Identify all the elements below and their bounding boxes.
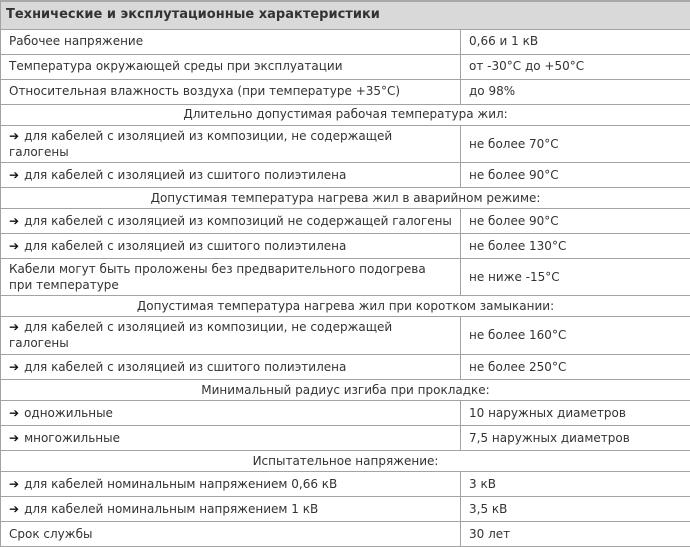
arrow-bullet-icon: ➔ (9, 319, 19, 335)
row-label: ➔ одножильные (1, 400, 461, 425)
table-row (1, 125, 690, 162)
row-label: Кабели могут быть проложены без предварительного подогрева при температуре (1, 258, 461, 295)
arrow-bullet-icon: ➔ (9, 430, 19, 446)
row-label: ➔ для кабелей с изоляцией из сшитого полиэтилена (1, 162, 461, 187)
row-value: 30 лет (461, 521, 690, 546)
row-value: 3,5 кВ (461, 496, 690, 521)
arrow-bullet-icon: ➔ (9, 167, 19, 183)
row-value: не более 160°С (461, 317, 690, 354)
section-label: Допустимая температура нагрева жил при коротком замыкании: (1, 296, 690, 317)
arrow-bullet-icon: ➔ (9, 359, 19, 375)
section-label: Допустимая температура нагрева жил в аварийном режиме: (1, 187, 690, 208)
row-value: не более 90°С (461, 162, 690, 187)
row-label: ➔ для кабелей с изоляцией из сшитого полиэтилена (1, 233, 461, 258)
table-row (1, 162, 690, 187)
row-label: ➔ для кабелей с изоляцией из композиции, не содержащей галогены (1, 125, 461, 162)
arrow-bullet-icon: ➔ (9, 501, 19, 517)
arrow-bullet-icon: ➔ (9, 476, 19, 492)
table-row (1, 233, 690, 258)
row-value: 10 наружных диаметров (461, 400, 690, 425)
table-title: Технические и эксплутационные характеристики (1, 1, 690, 29)
row-label: ➔ многожильные (1, 425, 461, 450)
table-row (1, 79, 690, 104)
table-row (1, 354, 690, 379)
table-row (1, 425, 690, 450)
row-label: Рабочее напряжение (1, 29, 461, 54)
row-label: Температура окружающей среды при эксплуатации (1, 54, 461, 79)
section-row (1, 187, 690, 208)
row-label: ➔ для кабелей с изоляцией из композиций не содержащей галогены (1, 208, 461, 233)
table-row (1, 54, 690, 79)
table-row (1, 208, 690, 233)
section-label: Испытательное напряжение: (1, 450, 690, 471)
arrow-bullet-icon: ➔ (9, 405, 19, 421)
arrow-bullet-icon: ➔ (9, 128, 19, 144)
table-row (1, 29, 690, 54)
table-title-row (1, 1, 690, 29)
row-label: ➔ для кабелей с изоляцией из сшитого полиэтилена (1, 354, 461, 379)
section-label: Минимальный радиус изгиба при прокладке: (1, 379, 690, 400)
row-label: ➔ для кабелей номинальным напряжением 1 кВ (1, 496, 461, 521)
table-body (1, 29, 690, 546)
section-row (1, 104, 690, 125)
row-value: от -30°С до +50°С (461, 54, 690, 79)
arrow-bullet-icon: ➔ (9, 213, 19, 229)
table-row (1, 317, 690, 354)
row-label: ➔ для кабелей с изоляцией из композиции, не содержащей галогены (1, 317, 461, 354)
row-value: 3 кВ (461, 471, 690, 496)
section-row (1, 296, 690, 317)
table-row (1, 496, 690, 521)
row-label: Срок службы (1, 521, 461, 546)
section-row (1, 379, 690, 400)
row-value: не более 70°С (461, 125, 690, 162)
table-row (1, 400, 690, 425)
table-row (1, 258, 690, 295)
row-value: 7,5 наружных диаметров (461, 425, 690, 450)
arrow-bullet-icon: ➔ (9, 238, 19, 254)
row-value: не более 130°С (461, 233, 690, 258)
table-row (1, 471, 690, 496)
section-label: Длительно допустимая рабочая температура жил: (1, 104, 690, 125)
row-value: не более 250°С (461, 354, 690, 379)
row-value: не более 90°С (461, 208, 690, 233)
row-value: не ниже -15°С (461, 258, 690, 295)
row-label: ➔ для кабелей номинальным напряжением 0,66 кВ (1, 471, 461, 496)
row-label: Относительная влажность воздуха (при температуре +35°С) (1, 79, 461, 104)
section-row (1, 450, 690, 471)
row-value: до 98% (461, 79, 690, 104)
row-value: 0,66 и 1 кВ (461, 29, 690, 54)
